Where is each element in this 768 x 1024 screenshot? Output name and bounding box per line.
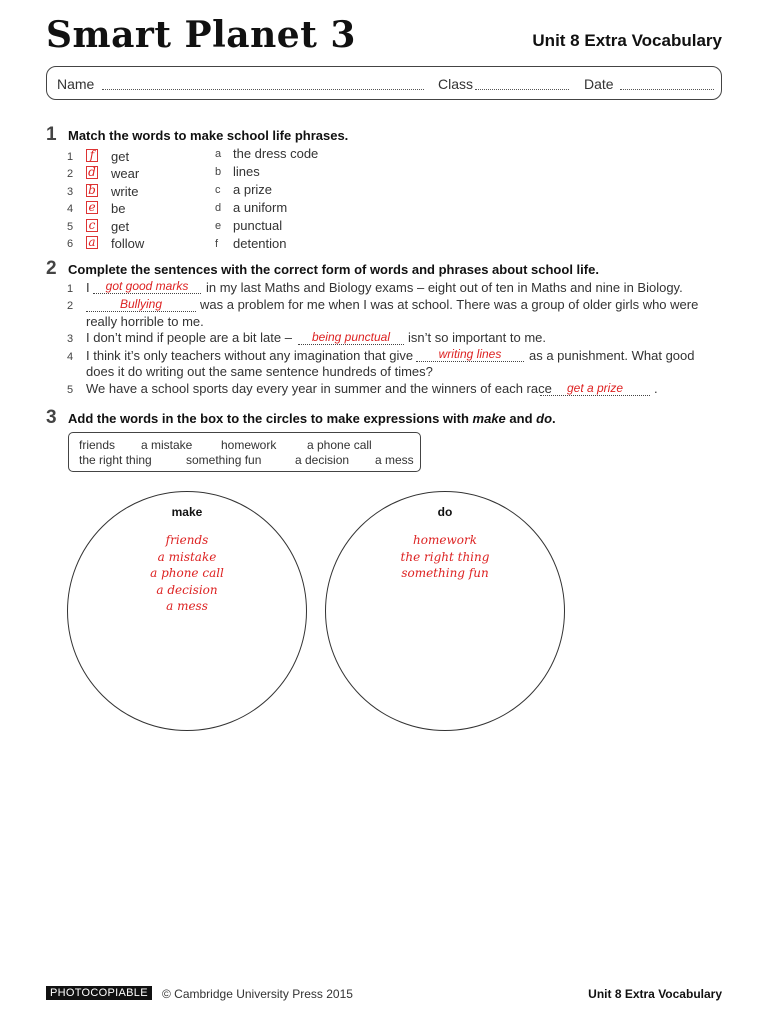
make-answers (67, 532, 307, 615)
name-class-date-box (46, 66, 722, 100)
word-box-item: a decision (295, 453, 350, 467)
match-word: follow (111, 236, 145, 251)
answer-box[interactable]: b (86, 184, 98, 197)
sentence-text: I think it’s only teachers without any imagination that give (86, 348, 414, 363)
word-box-item: a phone call (307, 438, 372, 452)
heading-do: do (536, 411, 553, 426)
name-label: Name (57, 76, 95, 92)
section-1-number: 1 (46, 124, 57, 145)
make-answer: a decision (156, 582, 218, 597)
match-word: write (111, 184, 139, 199)
make-answer: a mistake (157, 549, 217, 564)
option-text: a prize (233, 182, 273, 197)
option-text: punctual (233, 218, 283, 233)
heading-text: Add the words in the box to the circles to make expressions with (68, 411, 473, 426)
item-number: 1 (67, 151, 74, 163)
name-field[interactable] (102, 89, 424, 90)
word-box-item: the right thing (79, 453, 152, 467)
sentence-text: isn’t so important to me. (408, 330, 546, 345)
do-answer: homework (413, 533, 477, 547)
unit-title: Unit 8 Extra Vocabulary (532, 31, 722, 50)
match-word: get (111, 219, 130, 234)
match-word: get (111, 149, 130, 164)
item-number: 6 (67, 238, 74, 250)
section-1-heading: Match the words to make school life phrases. (68, 128, 349, 143)
item-number: 5 (67, 384, 74, 396)
option-letter: c (215, 184, 221, 196)
item-number: 3 (67, 186, 74, 198)
copyright-text: © Cambridge University Press 2015 (162, 987, 353, 1001)
word-box-item: homework (221, 438, 277, 452)
item-number: 1 (67, 283, 74, 295)
sentence-text: really horrible to me. (86, 314, 204, 329)
item-number: 4 (67, 203, 74, 215)
sentence-text: as a punishment. What good (529, 348, 695, 363)
item-number: 5 (67, 221, 74, 233)
answer-box[interactable]: a (86, 236, 98, 249)
do-circle-title: do (437, 505, 453, 519)
sentence-text: in my last Maths and Biology exams – eight out of ten in Maths and nine in Biology. (206, 280, 683, 295)
heading-make: make (472, 411, 506, 426)
match-word: wear (111, 166, 140, 181)
sentence-text: was a problem for me when I was at school. There was a group of older girls who were (200, 297, 699, 312)
sentence-text: We have a school sports day every year in summer and the winners of each race (86, 381, 552, 396)
option-text: the dress code (233, 146, 319, 161)
answer-blank[interactable]: being punctual (298, 330, 404, 345)
option-text: a uniform (233, 200, 288, 215)
do-answers (325, 532, 565, 582)
do-circle[interactable] (325, 491, 565, 731)
option-letter: e (215, 220, 222, 232)
answer-box[interactable]: e (86, 201, 98, 214)
item-number: 2 (67, 300, 74, 312)
section-2-number: 2 (46, 258, 57, 279)
do-answer: something fun (401, 566, 489, 580)
section-3-number: 3 (46, 407, 57, 428)
answer-blank[interactable]: writing lines (416, 347, 524, 362)
worksheet-title: Smart Planet 3 (46, 14, 356, 56)
option-letter: f (215, 238, 219, 250)
section-2-heading: Complete the sentences with the correct form of words and phrases about school life. (68, 262, 599, 277)
footer-unit-title: Unit 8 Extra Vocabulary (588, 987, 722, 1001)
answer-box[interactable]: c (86, 219, 98, 232)
option-text: lines (233, 164, 260, 179)
word-box-item: a mess (375, 453, 414, 467)
word-box-item: a mistake (141, 438, 193, 452)
sentence-text: I (86, 280, 90, 295)
option-letter: b (215, 166, 222, 178)
option-text: detention (233, 236, 287, 251)
section-3-heading (68, 411, 556, 426)
heading-text: and (505, 411, 537, 426)
item-number: 4 (67, 351, 74, 363)
class-field[interactable] (475, 89, 569, 90)
match-word: be (111, 201, 126, 216)
make-answer: a phone call (150, 566, 224, 580)
sentence-text: I don’t mind if people are a bit late – (86, 330, 292, 345)
option-letter: d (215, 202, 222, 214)
item-number: 2 (67, 168, 74, 180)
item-number: 3 (67, 333, 74, 345)
word-box (68, 432, 421, 472)
answer-blank[interactable]: Bullying (86, 297, 196, 312)
answer-box[interactable]: d (86, 166, 98, 179)
do-answer: the right thing (400, 549, 490, 564)
sentence-text: does it do writing out the same sentence hundreds of times? (86, 364, 433, 379)
word-box-item: friends (79, 438, 116, 452)
class-label: Class (438, 76, 474, 92)
make-answer: a mess (166, 599, 208, 613)
answer-blank[interactable]: get a prize (540, 381, 650, 396)
sentence-text: . (654, 381, 658, 396)
date-label: Date (584, 76, 614, 92)
option-letter: a (215, 148, 222, 160)
make-answer: friends (165, 533, 209, 547)
heading-text: . (552, 411, 556, 426)
answer-box[interactable]: f (86, 149, 98, 162)
date-field[interactable] (620, 89, 714, 90)
photocopiable-badge: PHOTOCOPIABLE (46, 986, 152, 1000)
word-box-item: something fun (186, 453, 262, 467)
make-circle-title: make (171, 505, 203, 519)
answer-blank[interactable]: got good marks (93, 279, 201, 294)
